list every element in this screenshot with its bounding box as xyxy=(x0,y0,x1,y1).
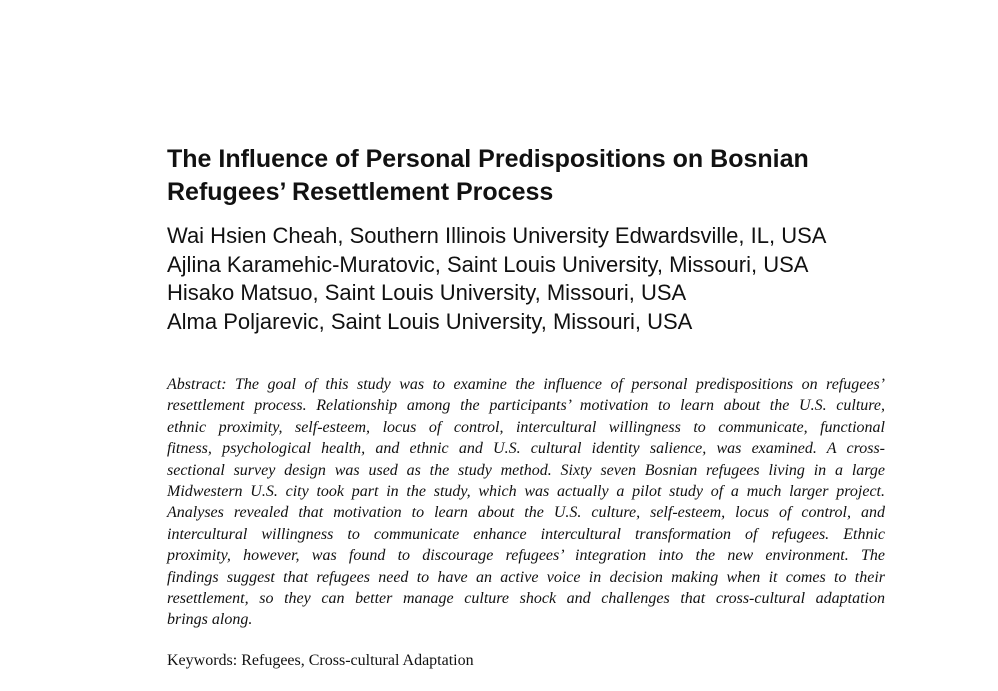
author-affiliation: Ajlina Karamehic-Muratovic, Saint Louis University, Missouri, USA xyxy=(167,251,809,277)
abstract xyxy=(167,374,885,631)
author-list xyxy=(167,222,967,336)
abstract-line: findings suggest that refugees need to have an active voice in decision making when it comes to their xyxy=(167,568,885,586)
abstract-line: Midwestern U.S. city took part in the study, which was actually a pilot study of a much larger project. xyxy=(167,483,885,501)
abstract-line: ethnic proximity, self-esteem, locus of control, intercultural willingness to communicate, functional xyxy=(167,418,885,436)
keywords: Keywords: Refugees, Cross-cultural Adaptation xyxy=(167,652,474,669)
abstract-line: Analyses revealed that motivation to learn about the U.S. culture, self-esteem, locus of control, and xyxy=(167,504,885,522)
abstract-line: resettlement process. Relationship among the participants’ motivation to learn about the U.S. culture, xyxy=(167,397,885,415)
title-line: The Influence of Personal Predispositions on Bosnian xyxy=(167,145,809,173)
abstract-line: fitness, psychological health, and ethnic and U.S. cultural identity salience, was examined. A cross- xyxy=(167,440,885,458)
abstract-line: resettlement, so they can better manage culture shock and challenges that cross-cultural adaptation xyxy=(167,590,885,608)
abstract-line: intercultural willingness to communicate enhance intercultural transformation of refugees. Ethnic xyxy=(167,525,885,543)
abstract-line: sectional survey design was used as the study method. Sixty seven Bosnian refugees living in a large xyxy=(167,461,885,479)
title-line: Refugees’ Resettlement Process xyxy=(167,178,554,206)
author-affiliation: Hisako Matsuo, Saint Louis University, Missouri, USA xyxy=(167,280,687,305)
author-affiliation: Alma Poljarevic, Saint Louis University, Missouri, USA xyxy=(167,308,693,334)
abstract-line: Abstract: The goal of this study was to examine the influence of personal predispositions on refugees’ xyxy=(167,376,885,393)
author-affiliation: Wai Hsien Cheah, Southern Illinois University Edwardsville, IL, USA xyxy=(167,223,827,248)
abstract-line: proximity, however, was found to discourage refugees’ integration into the new environment. The xyxy=(167,547,885,565)
abstract-line: brings along. xyxy=(167,611,253,629)
paper-title xyxy=(167,143,927,209)
